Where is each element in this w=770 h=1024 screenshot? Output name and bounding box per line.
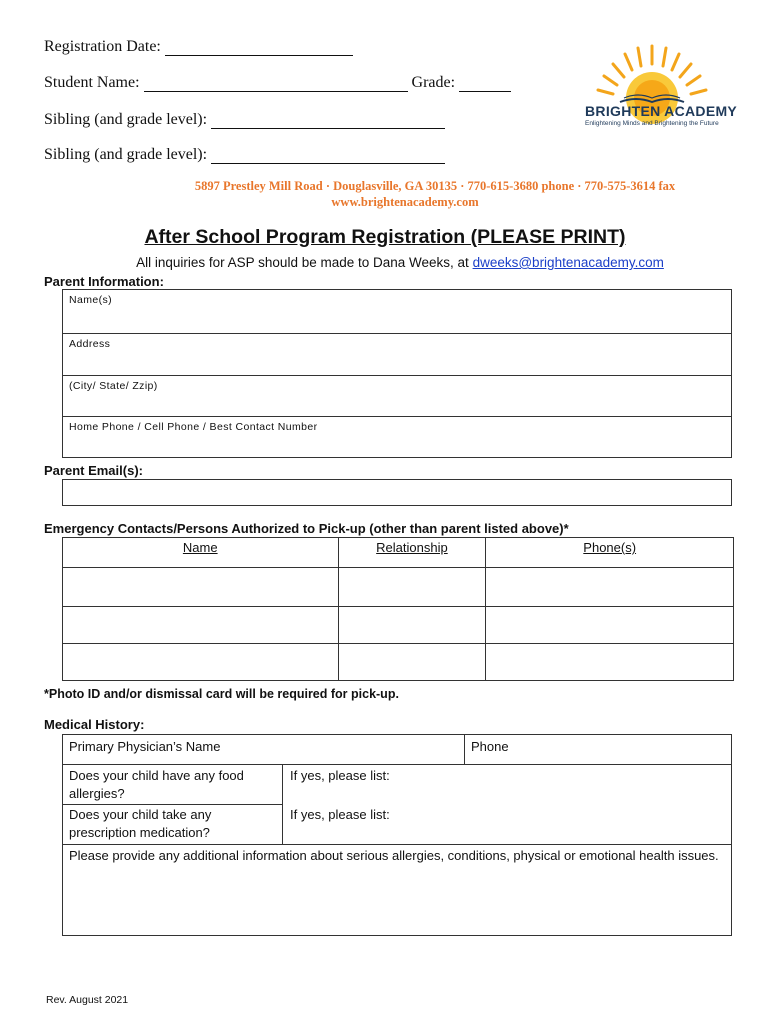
parent-email-label: Parent Email(s): — [44, 463, 143, 478]
emergency-table — [62, 537, 734, 681]
parent-names-label: Name(s) — [69, 294, 113, 306]
medication-list-label[interactable]: If yes, please list: — [290, 807, 390, 822]
parent-phone-row[interactable] — [63, 416, 731, 459]
emergency-header-row — [63, 538, 734, 568]
pickup-note: *Photo ID and/or dismissal card will be required for pick-up. — [44, 687, 399, 701]
emergency-phone-cell[interactable] — [486, 568, 734, 607]
sibling2-line[interactable] — [211, 150, 445, 164]
logo-tagline: Enlightening Minds and Brightening the Future — [585, 120, 719, 127]
inquiry-email-link[interactable]: dweeks@brightenacademy.com — [472, 255, 664, 270]
emergency-name-header: Name — [63, 538, 339, 568]
sibling1-field — [44, 111, 445, 129]
parent-phone-label: Home Phone / Cell Phone / Best Contact Number — [69, 421, 318, 433]
emergency-phone-cell[interactable] — [486, 607, 734, 644]
contact-address-line: 5897 Prestley Mill Road · Douglasville, GA 30135 · 770-615-3680 phone · 770-575-3614 fax — [194, 179, 676, 193]
parent-address-label: Address — [69, 338, 111, 350]
table-row — [63, 607, 734, 644]
emergency-relationship-header: Relationship — [338, 538, 486, 568]
contact-website[interactable]: www.brightenacademy.com — [331, 195, 479, 209]
physician-name-label[interactable]: Primary Physician’s Name — [69, 739, 221, 754]
student-name-field — [44, 74, 511, 92]
page-title: After School Program Registration (PLEASE PRINT) — [144, 226, 626, 248]
emergency-name-cell[interactable] — [63, 607, 339, 644]
parent-city-row[interactable] — [63, 375, 731, 416]
medical-history-label: Medical History: — [44, 717, 145, 732]
sibling2-field — [44, 146, 445, 164]
sibling2-label: Sibling (and grade level): — [44, 146, 208, 163]
emergency-phone-header: Phone(s) — [486, 538, 734, 568]
sibling1-label: Sibling (and grade level): — [44, 111, 208, 128]
emergency-name-cell[interactable] — [63, 644, 339, 681]
registration-date-line[interactable] — [165, 42, 353, 56]
parent-info-label: Parent Information: — [44, 274, 164, 289]
grade-line[interactable] — [459, 78, 511, 92]
additional-info-label[interactable]: Please provide any additional information about serious allergies, conditions, physical or emotional health issues. — [69, 848, 719, 863]
emergency-relationship-cell[interactable] — [338, 607, 486, 644]
student-name-line[interactable] — [144, 78, 408, 92]
parent-city-label: (City/ State/ Zzip) — [69, 380, 158, 392]
emergency-name-cell[interactable] — [63, 568, 339, 607]
food-allergy-list-label[interactable]: If yes, please list: — [290, 768, 390, 783]
emergency-relationship-cell[interactable] — [338, 568, 486, 607]
table-row — [63, 644, 734, 681]
inquiry-text: All inquiries for ASP should be made to Dana Weeks, at — [136, 255, 469, 270]
student-name-label: Student Name: — [44, 74, 140, 91]
parent-info-box — [62, 289, 732, 458]
logo-title: BRIGHTEN ACADEMY — [585, 103, 738, 119]
contact-info — [0, 178, 770, 210]
sibling1-line[interactable] — [211, 115, 445, 129]
registration-date-label: Registration Date: — [44, 38, 161, 55]
registration-date-field — [44, 38, 353, 56]
table-row — [63, 568, 734, 607]
parent-names-row[interactable] — [63, 290, 731, 333]
emergency-phone-cell[interactable] — [486, 644, 734, 681]
medication-question: Does your child take any prescription medication? — [69, 807, 212, 840]
revision-date: Rev. August 2021 — [46, 994, 129, 1006]
parent-email-box[interactable] — [62, 479, 732, 506]
inquiry-line — [0, 255, 770, 270]
emergency-label: Emergency Contacts/Persons Authorized to Pick-up (other than parent listed above)* — [44, 521, 569, 536]
physician-phone-label[interactable]: Phone — [471, 739, 509, 754]
emergency-relationship-cell[interactable] — [338, 644, 486, 681]
food-allergy-question: Does your child have any food allergies? — [69, 768, 244, 801]
parent-address-row[interactable] — [63, 333, 731, 375]
grade-label: Grade: — [411, 74, 456, 91]
